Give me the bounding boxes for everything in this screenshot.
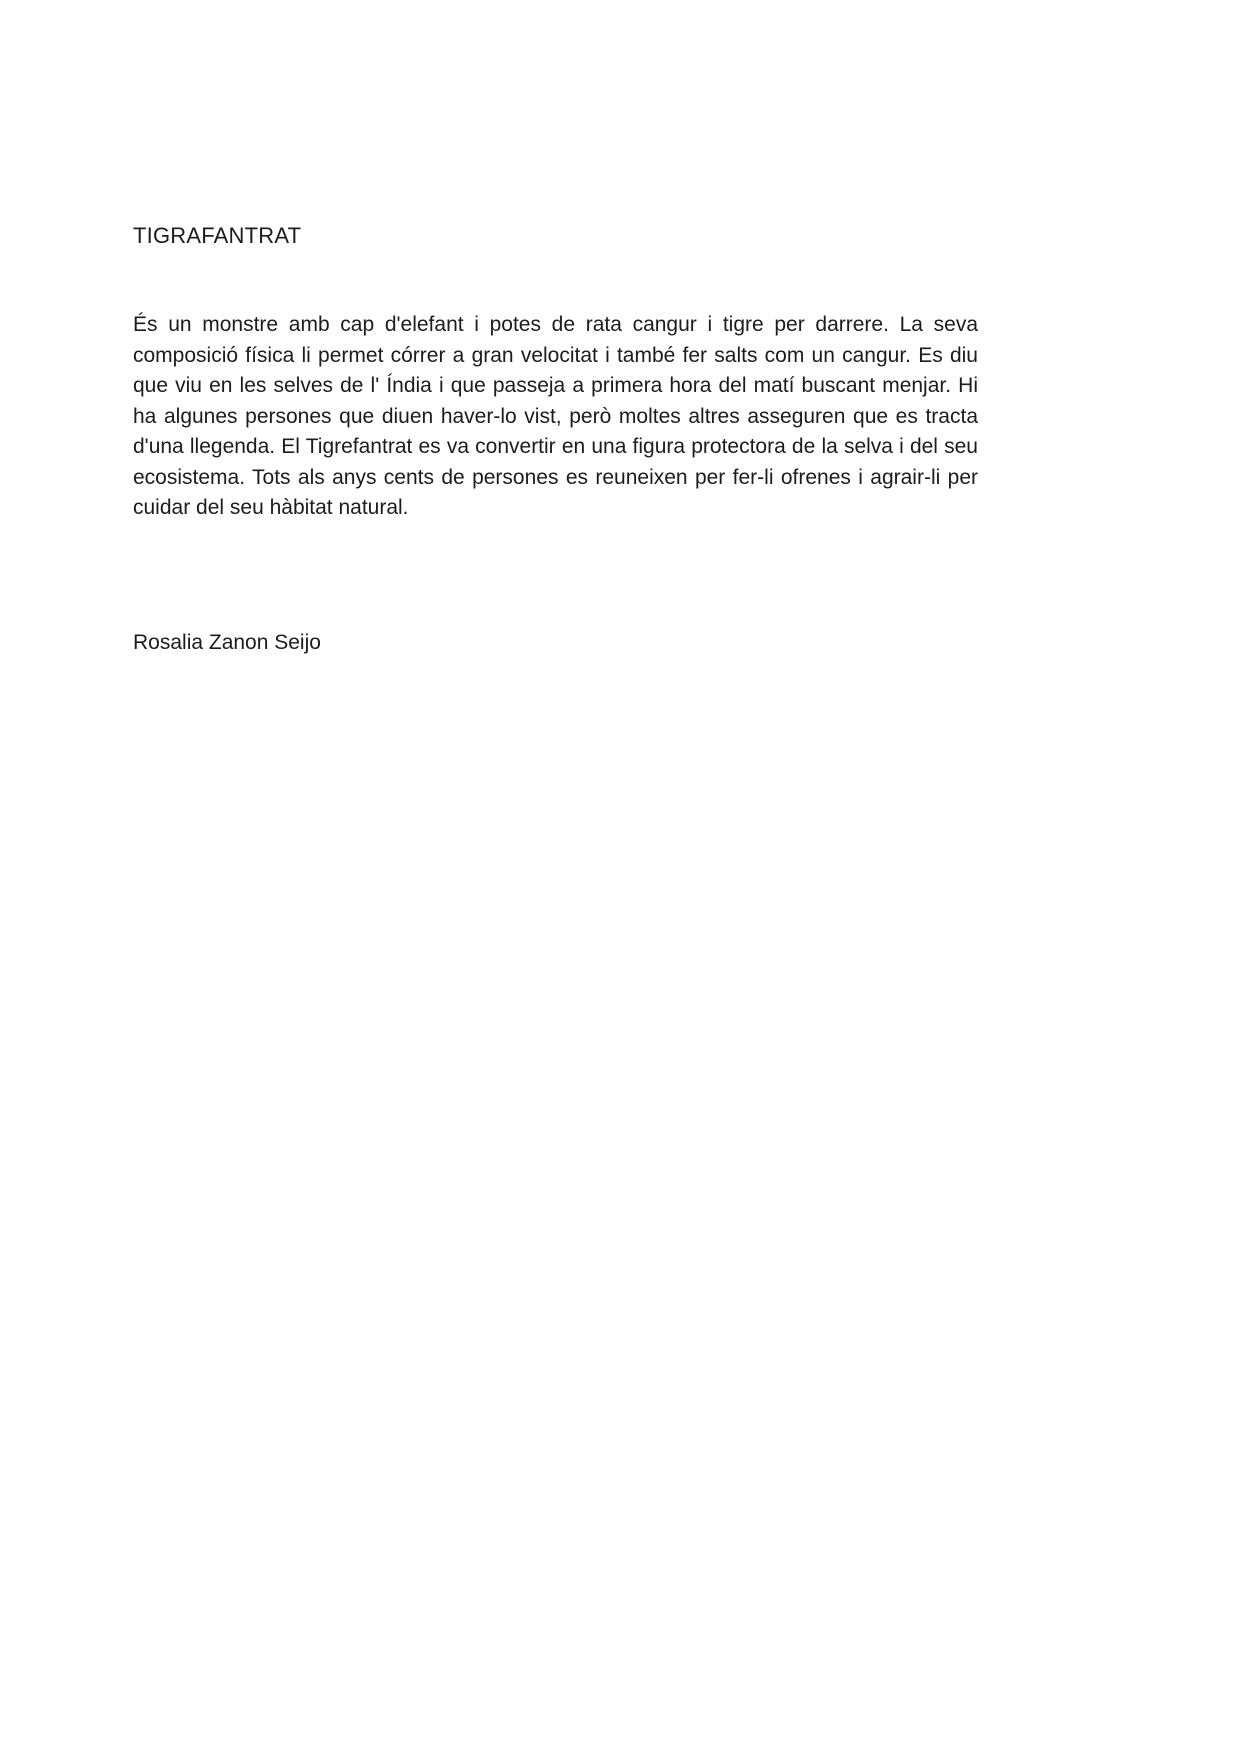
document-content: [133, 0, 978, 657]
document-author: Rosalia Zanon Seijo: [133, 630, 321, 654]
document-body-paragraph: És un monstre amb cap d'elefant i potes de rata cangur i tigre per darrere. La seva composició física li permet córrer a gran velocitat i també fer salts com un cangur. Es diu que viu en les selves de l' Índia i que passeja a primera hora del matí buscant menjar. Hi ha algunes persones que diuen haver-lo vist, però moltes altres asseguren que es tracta d'una llegenda. El Tigrefantrat es va convertir en una figura protectora de la selva i del seu ecosistema. Tots als anys cents de persones es reuneixen per fer-li ofrenes i agrair-li per cuidar del seu hàbitat natural.: [133, 313, 978, 519]
document-title: TIGRAFANTRAT: [133, 223, 302, 248]
